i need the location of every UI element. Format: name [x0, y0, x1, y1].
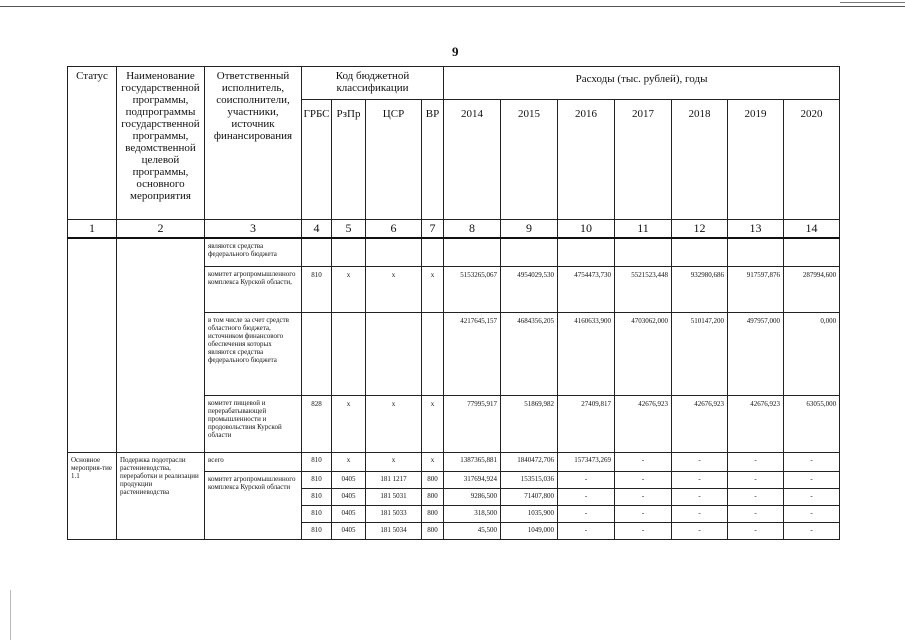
- vr-cell: [422, 312, 444, 395]
- value-cell: -: [728, 522, 784, 539]
- header-responsible: Ответственный исполнитель, соисполнители, участники, источник финансирования: [205, 67, 302, 220]
- value-cell: -: [672, 488, 728, 505]
- value-cell: 4160633,900: [558, 312, 615, 395]
- value-cell: 497957,000: [728, 312, 784, 395]
- rzpr-cell: х: [332, 266, 366, 312]
- vr-cell: [422, 238, 444, 266]
- csr-cell: 181 5031: [366, 488, 422, 505]
- vr-cell: 800: [422, 522, 444, 539]
- status-cell: [68, 238, 117, 452]
- value-cell: 77995,917: [444, 395, 501, 452]
- value-cell: 932980,686: [672, 266, 728, 312]
- value-cell: -: [615, 505, 672, 522]
- header-year: 2019: [728, 100, 784, 220]
- rzpr-cell: 0405: [332, 522, 366, 539]
- grbs-cell: [302, 238, 332, 266]
- header-rzpr: РзПр: [332, 100, 366, 220]
- header-year: 2014: [444, 100, 501, 220]
- value-cell: -: [672, 522, 728, 539]
- value-cell: 1840472,706: [501, 452, 558, 471]
- column-number: 11: [615, 220, 672, 239]
- value-cell: [615, 238, 672, 266]
- value-cell: -: [615, 471, 672, 488]
- value-cell: 1035,900: [501, 505, 558, 522]
- vr-cell: 800: [422, 488, 444, 505]
- value-cell: -: [784, 488, 840, 505]
- csr-cell: [366, 312, 422, 395]
- rzpr-cell: [332, 312, 366, 395]
- value-cell: 5153265,067: [444, 266, 501, 312]
- value-cell: 4703062,000: [615, 312, 672, 395]
- table-row: [68, 238, 840, 266]
- header-expenses: Расходы (тыс. рублей), годы: [444, 67, 840, 100]
- value-cell: [444, 238, 501, 266]
- responsible-cell: всего: [205, 452, 302, 471]
- header-grbs: ГРБС: [302, 100, 332, 220]
- value-cell: -: [672, 471, 728, 488]
- value-cell: 4217645,157: [444, 312, 501, 395]
- header-year: 2016: [558, 100, 615, 220]
- responsible-cell: комитет агропромышленного комплекса Курской области,: [205, 266, 302, 312]
- value-cell: -: [558, 522, 615, 539]
- value-cell: -: [615, 522, 672, 539]
- value-cell: 27409,817: [558, 395, 615, 452]
- vr-cell: х: [422, 452, 444, 471]
- value-cell: 42676,923: [728, 395, 784, 452]
- value-cell: -: [615, 452, 672, 471]
- scan-edge-mark: [10, 590, 11, 640]
- name-cell: [117, 238, 205, 452]
- page-number: 9: [452, 44, 459, 59]
- value-cell: 317694,924: [444, 471, 501, 488]
- csr-cell: 181 5034: [366, 522, 422, 539]
- column-number: 4: [302, 220, 332, 239]
- value-cell: 318,500: [444, 505, 501, 522]
- header-status: Статус: [68, 67, 117, 220]
- value-cell: 45,500: [444, 522, 501, 539]
- column-number: 3: [205, 220, 302, 239]
- measure-name: Подержка подотрасли растениеводства, переработки и реализации продукции растениеводства: [117, 452, 205, 539]
- rzpr-cell: 0405: [332, 471, 366, 488]
- header-year: 2020: [784, 100, 840, 220]
- value-cell: [558, 238, 615, 266]
- column-number: 14: [784, 220, 840, 239]
- value-cell: 63055,000: [784, 395, 840, 452]
- value-cell: [728, 238, 784, 266]
- value-cell: -: [784, 522, 840, 539]
- value-cell: -: [558, 505, 615, 522]
- header-year: 2015: [501, 100, 558, 220]
- csr-cell: х: [366, 266, 422, 312]
- header-name: Наименование государственной программы, подпрограммы государственной программы, ведомственной целевой программы, основного мероприятия: [117, 67, 205, 220]
- column-number: 6: [366, 220, 422, 239]
- rzpr-cell: х: [332, 452, 366, 471]
- column-number: 2: [117, 220, 205, 239]
- csr-cell: 181 5033: [366, 505, 422, 522]
- value-cell: 42676,923: [615, 395, 672, 452]
- value-cell: -: [728, 488, 784, 505]
- column-number: 1: [68, 220, 117, 239]
- top-rule: [0, 6, 905, 7]
- value-cell: 5521523,448: [615, 266, 672, 312]
- grbs-cell: 810: [302, 522, 332, 539]
- value-cell: -: [728, 471, 784, 488]
- vr-cell: 800: [422, 505, 444, 522]
- header-year: 2017: [615, 100, 672, 220]
- column-number: 7: [422, 220, 444, 239]
- vr-cell: 800: [422, 471, 444, 488]
- grbs-cell: 810: [302, 266, 332, 312]
- value-cell: -: [672, 505, 728, 522]
- value-cell: [501, 238, 558, 266]
- value-cell: 42676,923: [672, 395, 728, 452]
- value-cell: -: [558, 471, 615, 488]
- value-cell: -: [615, 488, 672, 505]
- column-number: 9: [501, 220, 558, 239]
- value-cell: 1573473,269: [558, 452, 615, 471]
- top-rule-fragment: [840, 2, 905, 3]
- column-number: 13: [728, 220, 784, 239]
- value-cell: 1387365,881: [444, 452, 501, 471]
- grbs-cell: [302, 312, 332, 395]
- value-cell: -: [728, 452, 784, 471]
- header-year: 2018: [672, 100, 728, 220]
- csr-cell: х: [366, 452, 422, 471]
- responsible-cell: в том числе за счет средств областного бюджета, источником финансового обеспечения которых являются средства федерального бюджета: [205, 312, 302, 395]
- value-cell: -: [784, 452, 840, 471]
- column-number: 10: [558, 220, 615, 239]
- value-cell: -: [728, 505, 784, 522]
- measure-status: Основное мероприя-тие 1.1: [68, 452, 117, 539]
- value-cell: [784, 238, 840, 266]
- value-cell: 4684356,205: [501, 312, 558, 395]
- value-cell: 287994,600: [784, 266, 840, 312]
- column-number: 5: [332, 220, 366, 239]
- value-cell: 4754473,730: [558, 266, 615, 312]
- grbs-cell: 810: [302, 471, 332, 488]
- rzpr-cell: 0405: [332, 505, 366, 522]
- header-budget-code: Код бюджетной классификации: [302, 67, 444, 100]
- header-csr: ЦСР: [366, 100, 422, 220]
- budget-table: [67, 66, 840, 540]
- grbs-cell: 810: [302, 505, 332, 522]
- rzpr-cell: [332, 238, 366, 266]
- csr-cell: 181 1217: [366, 471, 422, 488]
- value-cell: 917597,876: [728, 266, 784, 312]
- rzpr-cell: 0405: [332, 488, 366, 505]
- grbs-cell: 810: [302, 452, 332, 471]
- column-number: 8: [444, 220, 501, 239]
- value-cell: 4954029,530: [501, 266, 558, 312]
- grbs-cell: 810: [302, 488, 332, 505]
- value-cell: -: [672, 452, 728, 471]
- value-cell: 0,000: [784, 312, 840, 395]
- column-number-row: [68, 220, 840, 239]
- value-cell: -: [784, 505, 840, 522]
- value-cell: -: [784, 471, 840, 488]
- value-cell: -: [558, 488, 615, 505]
- responsible-cell: являются средства федерального бюджета: [205, 238, 302, 266]
- responsible-cell: комитет пищевой и перерабатывающей промышленности и продовольствия Курской области: [205, 395, 302, 452]
- value-cell: 51869,982: [501, 395, 558, 452]
- value-cell: 71407,800: [501, 488, 558, 505]
- header-vr: ВР: [422, 100, 444, 220]
- column-number: 12: [672, 220, 728, 239]
- csr-cell: х: [366, 395, 422, 452]
- value-cell: 9286,500: [444, 488, 501, 505]
- value-cell: [672, 238, 728, 266]
- value-cell: 153515,036: [501, 471, 558, 488]
- vr-cell: х: [422, 266, 444, 312]
- responsible-cell: комитет агропромышленного комплекса Курской области: [205, 471, 302, 539]
- value-cell: 510147,200: [672, 312, 728, 395]
- rzpr-cell: х: [332, 395, 366, 452]
- table-row: [68, 452, 840, 471]
- grbs-cell: 828: [302, 395, 332, 452]
- csr-cell: [366, 238, 422, 266]
- value-cell: 1049,000: [501, 522, 558, 539]
- vr-cell: х: [422, 395, 444, 452]
